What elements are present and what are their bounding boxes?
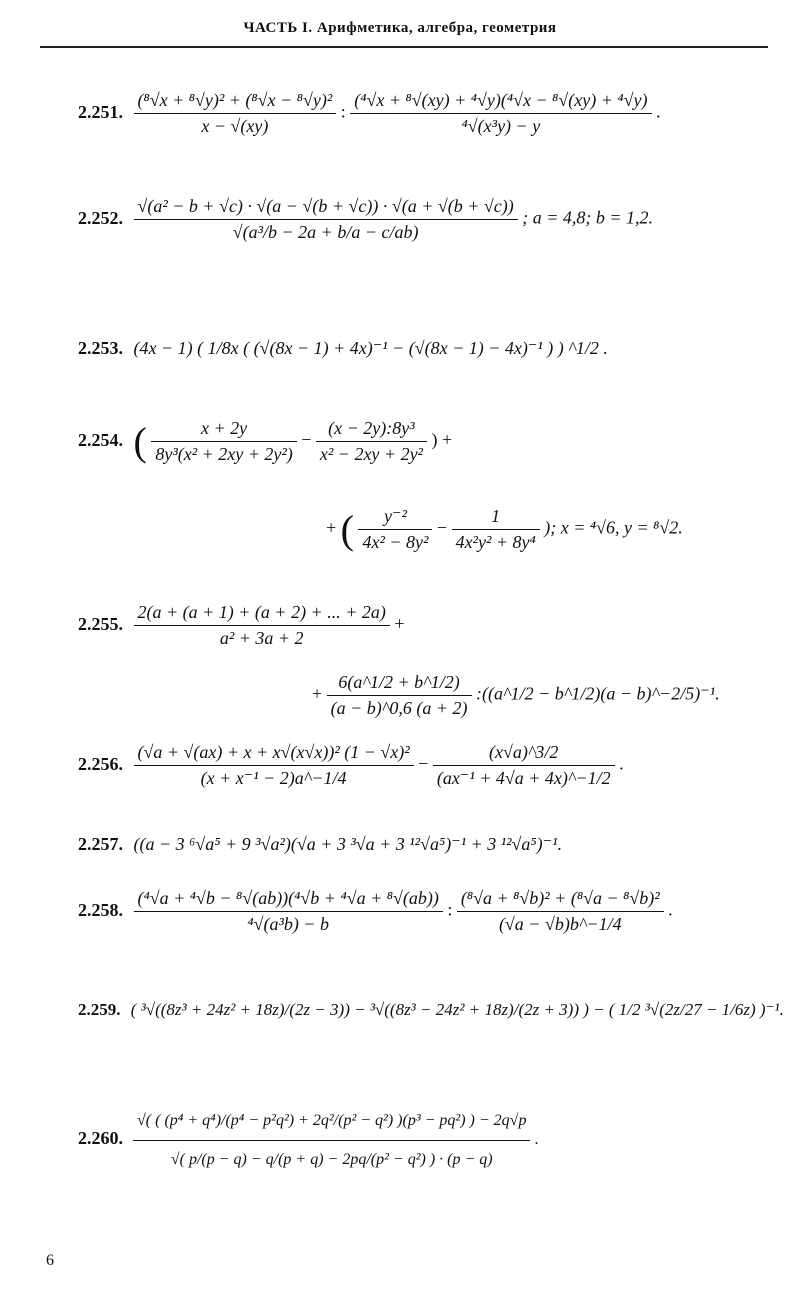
page-number: 6: [46, 1252, 54, 1269]
problem-number: 2.258.: [78, 899, 123, 920]
operator: :: [447, 899, 453, 920]
problem-number: 2.254.: [78, 429, 123, 450]
denominator: a² + 3a + 2: [219, 628, 304, 648]
tail: ) +: [431, 429, 453, 450]
denominator: 8y³(x² + 2xy + 2y²): [155, 444, 293, 464]
numerator: x + 2y: [151, 418, 296, 442]
numerator: y⁻²: [358, 506, 432, 530]
tail: :((a^1/2 − b^1/2)(a − b)^−2/5)⁻¹.: [476, 683, 720, 704]
tail: .: [668, 899, 673, 920]
problem-number: 2.259.: [78, 1000, 121, 1019]
problem-2-251: [78, 90, 661, 137]
denominator: ⁴√(a³b) − b: [247, 914, 330, 934]
problem-number: 2.255.: [78, 613, 123, 634]
numerator: 2(a + (a + 1) + (a + 2) + ... + 2a): [134, 602, 390, 626]
operator: −: [418, 753, 429, 774]
numerator: (⁴√a + ⁴√b − ⁸√(ab))(⁴√b + ⁴√a + ⁸√(ab)): [134, 888, 443, 912]
problem-number: 2.251.: [78, 101, 123, 122]
problem-2-258: [78, 888, 673, 935]
fraction: [134, 90, 337, 137]
problem-number: 2.252.: [78, 207, 123, 228]
denominator: (x + x⁻¹ − 2)a^−1/4: [200, 768, 347, 788]
expression: (4x − 1) ( 1/8x ( (√(8x − 1) + 4x)⁻¹ − (√(8x − 1) − 4x)⁻¹ ) ) ^1/2 .: [133, 338, 608, 358]
fraction: [350, 90, 651, 137]
problem-number: 2.256.: [78, 753, 123, 774]
header-rule: [40, 46, 768, 48]
fraction: [133, 1112, 530, 1169]
denominator: √(a³/b − 2a + b/a − c/ab): [232, 222, 419, 242]
problem-number: 2.257.: [78, 834, 123, 854]
denominator: 4x² − 8y²: [362, 532, 429, 552]
fraction: [134, 602, 390, 649]
fraction: [316, 418, 427, 465]
denominator: √( p/(p − q) − q/(p + q) − 2pq/(p² − q²) ) · (p − q): [170, 1151, 493, 1168]
problem-2-254-line2: + ( $\frac{\text{y⁻²}}{\text{4x² − 8y²}}$ − $\frac{1}{\text{4x²y² + 8y⁴}}$ ); x = ⁴√6, y = ⁸√2.: [326, 506, 683, 552]
expression: ( ³√((8z³ + 24z² + 18z)/(2z − 3)) − ³√((8z³ − 24z² + 18z)/(2z + 3)) ) − ( 1/2 ³√(2z/27 − 1/6z) )⁻¹.: [130, 1000, 784, 1019]
denominator: 4x²y² + 8y⁴: [455, 532, 536, 552]
denominator: x² − 2xy + 2y²: [319, 444, 423, 464]
tail: ); x = ⁴√6, y = ⁸√2.: [544, 517, 683, 538]
problem-2-255-line2: + $\frac{6(a\^{}1/2 + b\^{}1/2)}{(a - b)\^{}0,6 (a + 2)}$ :((a^1/2 − b^1/2)(a − b)^−2/5)⁻¹.: [312, 672, 720, 718]
running-header: ЧАСТЬ I. Арифметика, алгебра, геометрия: [243, 20, 557, 36]
fraction: [457, 888, 664, 935]
fraction: [433, 742, 615, 789]
denominator: x − √(xy): [201, 116, 269, 136]
numerator: √(a² − b + √c) · √(a − √(b + √c)) · √(a + √(b + √c)): [134, 196, 518, 220]
numerator: √( ( (p⁴ + q⁴)/(p⁴ − p²q²) + 2q²/(p² − q²) )(p³ − pq²) ) − 2q√p: [133, 1112, 530, 1141]
problem-2-255: [78, 602, 405, 649]
fraction: [358, 506, 432, 553]
problem-2-254: [78, 418, 452, 465]
denominator: (ax⁻¹ + 4√a + 4x)^−1/2: [436, 768, 611, 788]
problem-2-253: [78, 338, 608, 359]
numerator: (⁸√a + ⁸√b)² + (⁸√a − ⁸√b)²: [457, 888, 664, 912]
numerator: (√a + √(ax) + x + x√(x√x))² (1 − √x)²: [134, 742, 414, 766]
tail: .: [656, 101, 661, 122]
denominator: (a − b)^0,6 (a + 2): [330, 698, 468, 718]
fraction: [327, 672, 472, 719]
fraction: [151, 418, 296, 465]
numerator: 6(a^1/2 + b^1/2): [327, 672, 472, 696]
paren-open: (: [340, 507, 354, 552]
problem-2-259: [78, 1000, 784, 1020]
problem-2-260: [78, 1112, 538, 1169]
tail: ; a = 4,8; b = 1,2.: [522, 207, 653, 228]
numerator: (⁴√x + ⁸√(xy) + ⁴√y)(⁴√x − ⁸√(xy) + ⁴√y): [350, 90, 651, 114]
fraction: [134, 196, 518, 243]
problem-number: 2.260.: [78, 1128, 123, 1149]
numerator: (⁸√x + ⁸√y)² + (⁸√x − ⁸√y)²: [134, 90, 337, 114]
fraction: [452, 506, 540, 553]
paren-open: (: [133, 419, 147, 464]
expression: ((a − 3 ⁶√a⁵ + 9 ³√a²)(√a + 3 ³√a + 3 ¹²√a⁵)⁻¹ + 3 ¹²√a⁵)⁻¹.: [133, 834, 563, 854]
operator: :: [340, 101, 346, 122]
operator: −: [301, 429, 312, 450]
fraction: [134, 888, 443, 935]
fraction: [134, 742, 414, 789]
tail: .: [534, 1131, 539, 1149]
tail: .: [619, 753, 624, 774]
problem-2-256: [78, 742, 624, 789]
denominator: ⁴√(x³y) − y: [461, 116, 541, 136]
denominator: (√a − √b)b^−1/4: [498, 914, 622, 934]
problem-2-252: [78, 196, 653, 243]
numerator: (x√a)^3/2: [433, 742, 615, 766]
problem-number: 2.253.: [78, 338, 123, 358]
problem-2-257: [78, 834, 562, 855]
tail: +: [394, 613, 405, 634]
numerator: (x − 2y):8y³: [316, 418, 427, 442]
numerator: 1: [452, 506, 540, 530]
